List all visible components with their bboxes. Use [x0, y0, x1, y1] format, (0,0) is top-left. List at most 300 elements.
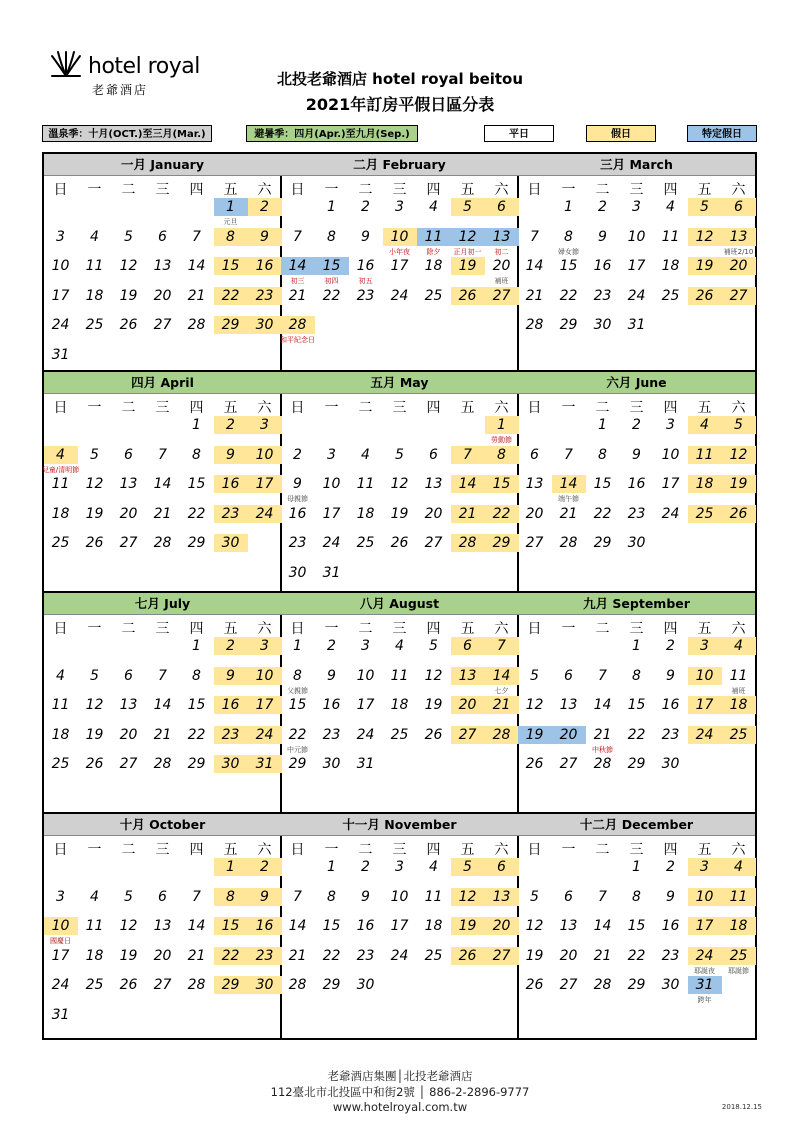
day-cell: 16 — [214, 696, 248, 714]
day-cell: 2 — [632, 417, 641, 433]
day-cell: 6 — [485, 858, 519, 876]
day-cell: 1 — [214, 858, 248, 876]
day-cell: 20 — [492, 258, 511, 274]
day-cell: 3 — [688, 637, 722, 655]
day-cell: 16 — [356, 258, 375, 274]
weekday-header: 三 — [392, 621, 407, 637]
day-cell: 26 — [525, 977, 544, 993]
weekday-header: 四 — [189, 621, 204, 637]
day-cell: 14 — [153, 476, 172, 492]
day-cell: 8 — [214, 888, 248, 906]
day-cell: 15 — [485, 475, 519, 493]
day-cell: 7 — [192, 228, 201, 245]
day-cell: 26 — [451, 287, 485, 305]
month-title: 十一月 November — [281, 814, 518, 836]
day-cell: 6 — [722, 198, 756, 216]
weekday-header: 四 — [189, 400, 204, 416]
day-cell: 18 — [85, 287, 104, 304]
day-cell: 28 — [593, 756, 612, 772]
weekday-header: 六 — [494, 182, 509, 198]
day-note: 初三 — [290, 277, 305, 285]
weekday-header: 一 — [87, 182, 102, 198]
weekday-header: 六 — [494, 400, 509, 416]
day-cell: 31 — [51, 346, 70, 363]
day-cell: 16 — [356, 918, 375, 934]
day-cell: 1 — [327, 199, 336, 215]
day-cell: 22 — [627, 726, 646, 743]
day-cell: 28 — [187, 317, 206, 333]
day-cell: 15 — [627, 697, 646, 713]
day-cell: 9 — [632, 446, 641, 463]
day-cell: 12 — [451, 228, 485, 246]
day-cell: 5 — [530, 667, 539, 684]
day-cell: 8 — [214, 228, 248, 246]
print-date: 2018.12.15 — [721, 1103, 762, 1111]
day-cell: 28 — [485, 726, 519, 744]
day-cell: 24 — [248, 505, 282, 523]
day-cell: 17 — [661, 476, 680, 492]
day-cell: 14 — [281, 257, 315, 275]
day-cell: 6 — [530, 446, 539, 463]
day-cell: 16 — [288, 505, 307, 522]
day-cell: 4 — [361, 446, 370, 463]
day-cell: 25 — [356, 535, 375, 551]
day-cell: 2 — [361, 199, 370, 215]
day-cell: 30 — [322, 756, 341, 772]
day-cell: 2 — [666, 859, 675, 875]
weekday-header: 五 — [460, 842, 475, 858]
day-cell: 17 — [51, 947, 70, 964]
day-cell: 3 — [327, 446, 336, 463]
day-cell: 31 — [688, 976, 722, 994]
day-cell: 5 — [451, 858, 485, 876]
day-cell: 30 — [627, 535, 646, 551]
day-cell: 8 — [564, 228, 573, 245]
day-cell: 15 — [315, 257, 349, 275]
month-title: 三月 March — [518, 154, 755, 176]
day-cell: 13 — [559, 918, 578, 934]
day-cell: 10 — [51, 258, 70, 274]
day-cell: 12 — [119, 918, 138, 934]
day-cell: 20 — [424, 505, 443, 522]
weekday-header: 二 — [121, 842, 136, 858]
day-cell: 21 — [593, 726, 612, 743]
weekday-header: 一 — [87, 842, 102, 858]
day-cell: 6 — [124, 667, 133, 684]
month-8 — [281, 593, 518, 814]
weekday-header: 六 — [731, 842, 746, 858]
year-calendar — [42, 152, 757, 1040]
weekday-header: 五 — [697, 621, 712, 637]
day-note: 補班 — [494, 277, 509, 285]
weekday-header: 一 — [561, 182, 576, 198]
day-cell: 14 — [187, 918, 206, 934]
day-cell: 5 — [90, 446, 99, 463]
day-cell: 24 — [390, 287, 409, 304]
day-cell: 7 — [158, 667, 167, 684]
weekday-header: 四 — [663, 182, 678, 198]
day-cell: 2 — [327, 638, 336, 654]
day-cell: 1 — [485, 416, 519, 434]
day-cell: 29 — [288, 756, 307, 772]
day-cell: 16 — [248, 917, 282, 935]
day-note: 初五 — [358, 277, 373, 285]
day-cell: 11 — [688, 446, 722, 464]
day-cell: 15 — [559, 258, 578, 274]
month-4 — [41, 372, 281, 593]
day-cell: 10 — [44, 917, 78, 935]
day-cell: 19 — [390, 505, 409, 522]
day-cell: 4 — [90, 228, 99, 245]
day-cell: 1 — [632, 638, 641, 654]
day-cell: 10 — [390, 888, 409, 905]
footer-website: www.hotelroyal.com.tw — [332, 1100, 468, 1114]
day-cell: 3 — [688, 858, 722, 876]
day-cell: 5 — [395, 446, 404, 463]
day-cell: 19 — [451, 257, 485, 275]
day-cell: 8 — [485, 446, 519, 464]
day-cell: 29 — [187, 756, 206, 772]
day-cell: 14 — [525, 258, 544, 274]
day-cell: 16 — [322, 697, 341, 713]
day-cell: 23 — [661, 947, 680, 964]
day-cell: 9 — [327, 667, 336, 684]
day-cell: 11 — [729, 667, 748, 684]
day-cell: 12 — [424, 667, 443, 684]
weekday-header: 三 — [629, 621, 644, 637]
day-cell: 2 — [598, 199, 607, 215]
day-note: 補班2/10 — [723, 247, 754, 256]
weekday-header: 六 — [731, 400, 746, 416]
weekday-header: 三 — [392, 400, 407, 416]
day-cell: 4 — [44, 446, 78, 464]
day-cell: 14 — [593, 697, 612, 713]
day-cell: 8 — [598, 446, 607, 463]
day-cell: 6 — [564, 888, 573, 905]
day-note: 除夕 — [426, 247, 441, 256]
day-cell: 31 — [322, 564, 341, 581]
day-cell: 30 — [288, 564, 307, 581]
day-cell: 14 — [552, 475, 586, 493]
month-9 — [518, 593, 755, 814]
day-cell: 5 — [688, 198, 722, 216]
day-cell: 7 — [158, 446, 167, 463]
day-cell: 29 — [322, 977, 341, 993]
day-cell: 12 — [119, 258, 138, 274]
day-note: 父親節 — [287, 686, 308, 695]
day-cell: 27 — [722, 287, 756, 305]
weekday-header: 二 — [358, 621, 373, 637]
day-cell: 13 — [451, 667, 485, 685]
day-cell: 26 — [451, 947, 485, 965]
day-cell: 18 — [356, 505, 375, 522]
day-note: 婦女節 — [558, 247, 579, 256]
day-cell: 22 — [485, 505, 519, 523]
weekday-header: 二 — [358, 842, 373, 858]
day-cell: 12 — [390, 476, 409, 492]
day-cell: 19 — [688, 257, 722, 275]
day-cell: 16 — [593, 258, 612, 274]
day-cell: 22 — [288, 726, 307, 743]
weekday-header: 二 — [595, 621, 610, 637]
day-cell: 22 — [559, 287, 578, 304]
day-cell: 21 — [187, 947, 206, 964]
day-cell: 21 — [288, 287, 307, 304]
day-cell: 17 — [627, 258, 646, 274]
day-cell: 30 — [248, 976, 282, 994]
day-cell: 13 — [559, 697, 578, 713]
day-cell: 23 — [288, 535, 307, 551]
day-cell: 28 — [451, 534, 485, 552]
weekday-header: 日 — [53, 400, 68, 416]
day-cell: 2 — [361, 859, 370, 875]
month-title: 四月 April — [44, 372, 281, 394]
day-cell: 22 — [322, 947, 341, 964]
day-cell: 22 — [214, 287, 248, 305]
day-cell: 7 — [598, 888, 607, 905]
day-cell: 26 — [688, 287, 722, 305]
day-note: 初四 — [324, 277, 339, 285]
day-cell: 19 — [119, 287, 138, 304]
day-cell: 20 — [119, 726, 138, 743]
day-cell: 3 — [395, 859, 404, 875]
day-cell: 30 — [214, 534, 248, 552]
weekday-header: 三 — [155, 400, 170, 416]
day-cell: 17 — [688, 917, 722, 935]
day-cell: 31 — [51, 1006, 70, 1023]
day-cell: 8 — [192, 446, 201, 463]
day-cell: 27 — [525, 535, 544, 551]
day-cell: 24 — [322, 535, 341, 551]
month-title: 十二月 December — [518, 814, 755, 836]
day-cell: 21 — [525, 287, 544, 304]
day-cell: 11 — [417, 228, 451, 246]
day-cell: 12 — [85, 697, 104, 713]
day-cell: 23 — [661, 726, 680, 743]
day-cell: 27 — [119, 756, 138, 772]
day-cell: 21 — [559, 505, 578, 522]
weekday-header: 一 — [324, 400, 339, 416]
day-cell: 22 — [187, 505, 206, 522]
day-cell: 21 — [153, 726, 172, 743]
day-cell: 13 — [722, 228, 756, 246]
day-cell: 25 — [51, 535, 70, 551]
day-note: 初二 — [494, 247, 509, 256]
weekday-header: 日 — [53, 842, 68, 858]
day-cell: 18 — [722, 917, 756, 935]
day-cell: 3 — [361, 638, 370, 654]
weekday-header: 三 — [392, 182, 407, 198]
day-cell: 25 — [51, 756, 70, 772]
weekday-header: 三 — [155, 842, 170, 858]
day-note: 母親節 — [287, 495, 308, 503]
month-7 — [44, 593, 281, 814]
weekday-header: 六 — [731, 182, 746, 198]
day-cell: 30 — [356, 977, 375, 993]
day-cell: 29 — [627, 977, 646, 993]
day-cell: 3 — [666, 417, 675, 433]
day-cell: 9 — [666, 888, 675, 905]
day-cell: 29 — [214, 316, 248, 334]
day-cell: 6 — [451, 637, 485, 655]
day-cell: 4 — [429, 859, 438, 875]
day-cell: 12 — [525, 918, 544, 934]
day-cell: 25 — [424, 287, 443, 304]
month-5 — [281, 372, 518, 593]
legend-weekend: 假日 — [586, 125, 656, 142]
day-cell: 11 — [424, 888, 443, 905]
day-cell: 19 — [119, 947, 138, 964]
weekday-header: 四 — [426, 621, 441, 637]
weekday-header: 一 — [324, 842, 339, 858]
day-cell: 20 — [525, 505, 544, 522]
day-cell: 21 — [485, 696, 519, 714]
day-cell: 10 — [688, 667, 722, 685]
weekday-header: 二 — [595, 400, 610, 416]
day-cell: 29 — [559, 317, 578, 333]
day-cell: 13 — [485, 888, 519, 906]
day-cell: 22 — [322, 287, 341, 304]
day-cell: 3 — [248, 637, 282, 655]
month-6 — [518, 372, 755, 593]
day-cell: 28 — [187, 977, 206, 993]
day-cell: 25 — [424, 947, 443, 964]
day-cell: 18 — [424, 918, 443, 934]
day-cell: 26 — [119, 977, 138, 993]
weekday-header: 二 — [121, 621, 136, 637]
weekday-header: 四 — [426, 182, 441, 198]
weekday-header: 一 — [561, 621, 576, 637]
day-cell: 19 — [451, 917, 485, 935]
day-cell: 3 — [248, 416, 282, 434]
day-cell: 28 — [593, 977, 612, 993]
day-cell: 4 — [395, 638, 404, 654]
weekday-header: 三 — [629, 842, 644, 858]
day-cell: 2 — [214, 637, 248, 655]
day-cell: 26 — [722, 505, 756, 523]
day-cell: 6 — [158, 888, 167, 905]
day-cell: 8 — [632, 888, 641, 905]
legend-winter-season: 溫泉季：十月(OCT.)至三月(Mar.) — [42, 125, 212, 142]
day-cell: 5 — [124, 228, 133, 245]
weekday-header: 日 — [527, 400, 542, 416]
day-note: 中秋節 — [592, 745, 613, 754]
day-note: 補班 — [731, 686, 746, 695]
weekday-header: 四 — [663, 621, 678, 637]
day-cell: 5 — [429, 638, 438, 654]
day-cell: 23 — [248, 287, 282, 305]
weekday-header: 日 — [527, 842, 542, 858]
day-cell: 25 — [688, 505, 722, 523]
day-cell: 18 — [85, 947, 104, 964]
day-cell: 13 — [119, 476, 138, 492]
day-cell: 1 — [327, 859, 336, 875]
day-cell: 10 — [248, 667, 282, 685]
day-cell: 24 — [661, 505, 680, 522]
day-cell: 26 — [424, 726, 443, 743]
day-note: 中元節 — [287, 745, 308, 754]
day-cell: 10 — [248, 446, 282, 464]
day-cell: 20 — [451, 696, 485, 714]
weekday-header: 三 — [155, 621, 170, 637]
legend-summer-season: 避暑季：四月(Apr.)至九月(Sep.) — [246, 125, 418, 142]
weekday-header: 六 — [257, 621, 272, 637]
day-cell: 6 — [429, 446, 438, 463]
day-cell: 17 — [390, 258, 409, 274]
page-subtitle: 2021年訂房平假日區分表 — [305, 95, 495, 114]
day-cell: 1 — [632, 859, 641, 875]
day-cell: 9 — [214, 446, 248, 464]
weekday-header: 四 — [189, 842, 204, 858]
day-cell: 31 — [356, 756, 375, 772]
day-cell: 16 — [214, 475, 248, 493]
day-cell: 5 — [90, 667, 99, 684]
day-note: 國慶日 — [50, 937, 71, 945]
day-cell: 28 — [525, 317, 544, 333]
day-note: 兒童/清明節 — [41, 465, 80, 474]
day-cell: 15 — [187, 697, 206, 713]
day-cell: 5 — [530, 888, 539, 905]
day-cell: 29 — [214, 976, 248, 994]
day-cell: 25 — [85, 977, 104, 993]
day-cell: 7 — [293, 888, 302, 905]
weekday-header: 六 — [494, 621, 509, 637]
day-cell: 26 — [390, 535, 409, 551]
day-cell: 12 — [85, 476, 104, 492]
day-cell: 14 — [485, 667, 519, 685]
day-cell: 17 — [356, 697, 375, 713]
day-cell: 11 — [356, 476, 375, 492]
day-cell: 24 — [248, 726, 282, 744]
day-note: 小年夜 — [389, 247, 410, 256]
day-cell: 12 — [525, 697, 544, 713]
day-cell: 23 — [593, 287, 612, 304]
day-cell: 24 — [356, 726, 375, 743]
day-cell: 10 — [322, 476, 341, 492]
day-cell: 30 — [248, 316, 282, 334]
day-cell: 3 — [56, 888, 65, 905]
weekday-header: 六 — [731, 621, 746, 637]
day-cell: 2 — [248, 858, 282, 876]
month-title: 十月 October — [44, 814, 281, 836]
weekday-header: 二 — [121, 400, 136, 416]
day-cell: 30 — [593, 317, 612, 333]
day-cell: 10 — [688, 888, 722, 906]
day-cell: 5 — [124, 888, 133, 905]
legend-special-holiday: 特定假日 — [687, 125, 757, 142]
day-cell: 17 — [390, 918, 409, 934]
day-cell: 5 — [451, 198, 485, 216]
day-cell: 27 — [451, 726, 485, 744]
day-cell: 9 — [598, 228, 607, 245]
day-cell: 18 — [722, 696, 756, 714]
day-cell: 11 — [722, 888, 756, 906]
day-cell: 11 — [390, 667, 409, 684]
day-cell: 14 — [153, 697, 172, 713]
day-cell: 7 — [192, 888, 201, 905]
day-cell: 12 — [688, 228, 722, 246]
day-cell: 18 — [390, 697, 409, 713]
day-cell: 19 — [85, 505, 104, 522]
day-cell: 27 — [424, 535, 443, 551]
weekday-header: 五 — [223, 842, 238, 858]
day-cell: 15 — [288, 697, 307, 713]
brand-name-cn: 老爺酒店 — [92, 83, 149, 97]
day-cell: 4 — [722, 858, 756, 876]
day-cell: 12 — [722, 446, 756, 464]
day-cell: 24 — [51, 977, 70, 993]
day-cell: 4 — [688, 416, 722, 434]
